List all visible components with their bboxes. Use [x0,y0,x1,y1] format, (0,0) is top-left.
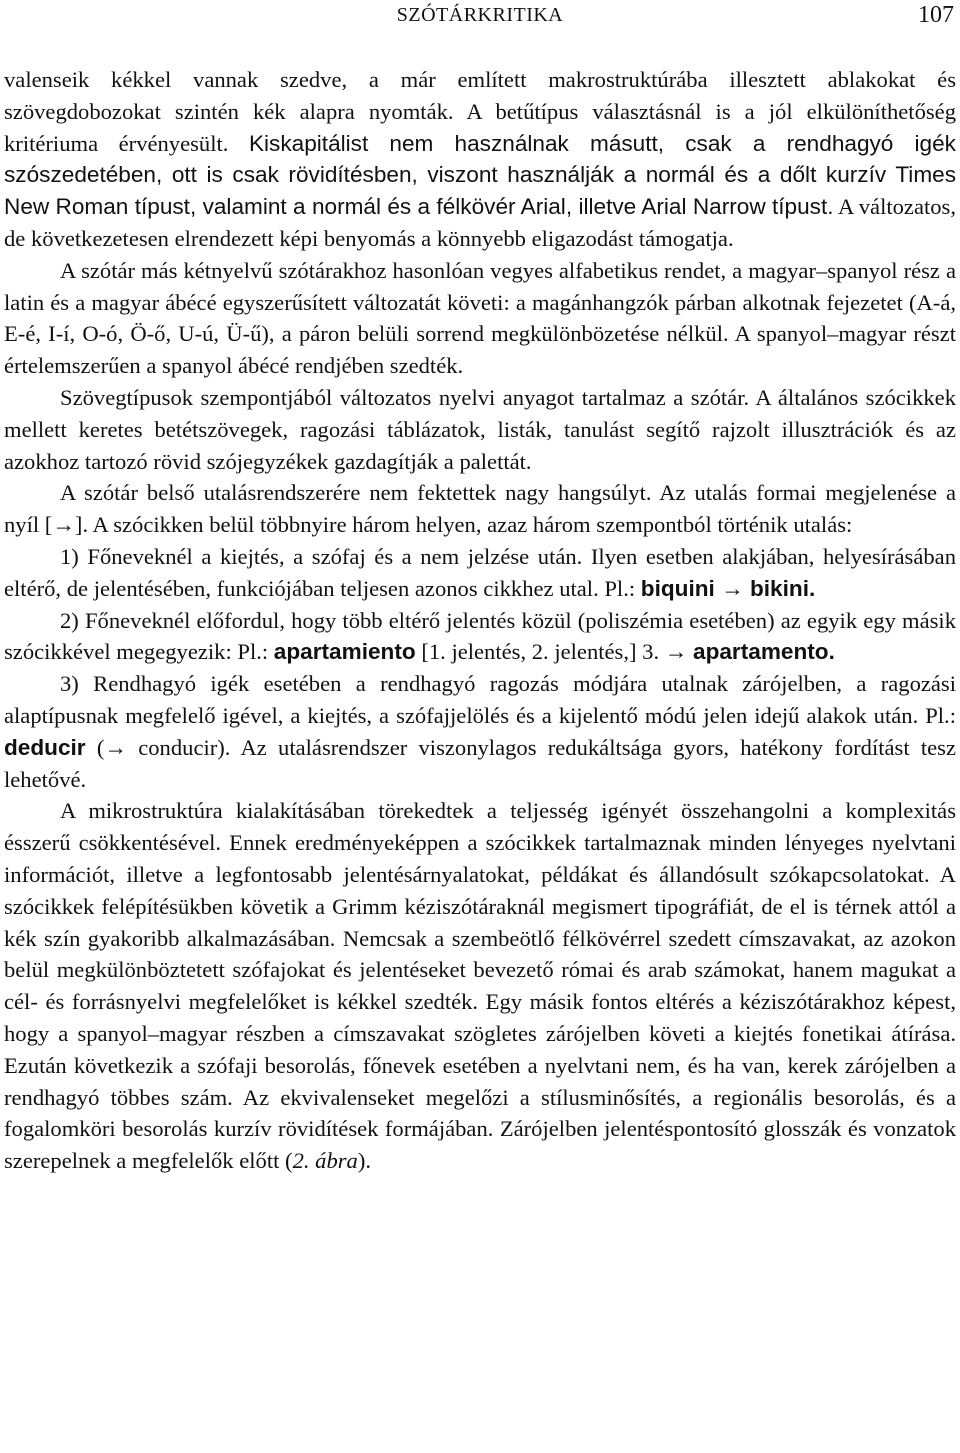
p8-text-a: A mikrostruktúra kialakításában törekedtek a teljesség igényét összehangolni a komplexitás ésszerű csökkentésével. Ennek eredményeképpen a szócikkek tartalmaznak minden lényeges nyelvtani információt, illetve a legfontosabb jelentésárnyalatokat, példákat és állandósult szókapcsolatokat. A szócikkek felépítésükben követik a Grimm kéziszótáraknál megismert tipográfiát, de el is térnek attól a kék szín gyakoribb alkalmazásában. Nemcsak a szembeötlő félkövérrel szedett címszavakat, az azokon belül megkülönböztetett szófajokat és jelentéseket bevezető római és arab számokat, hanem magukat a cél- és forrásnyelvi megfelelőket is kékkel szedték. Egy másik fontos eltérés a kéziszótárakhoz képest, hogy a spanyol–magyar részben a címszavakat szögletes zárójelben követi a kiejtés fonetikai átírása. Ezután következik a szófaji besorolás, főnevek esetében a nyelvtani nem, és ha van, kerek zárójelben a rendhagyó többes szám. Az ekvivalenseket megelőzi a stílusminősítés, a regionális besorolás, és a fogalomköri besorolás kurzív rövidítések formájában. Zárójelben jelentéspontosító glosszák és vonzatok szerepelnek a megfelelők előtt ( [4,798,956,1174]
example-headword-deducir: deducir [4,734,86,760]
running-head: SZÓTÁRKRITIKA [396,4,564,26]
p6-text-c: [1. jelentés, 2. jelentés,] 3. → [415,639,693,665]
p1-text-arial: Kiskapitálist nem használnak másutt, csak a rendhagyó igék szószedetében, ott is csak rövidítésben, viszont használják a normál és a dőlt kurzív Times New Roman típust, valamint a normál és a félkövér Arial, illetve Arial Narrow típust. [4,130,956,220]
figure-reference: 2. ábra [292,1148,358,1174]
p8-text-c: ). [357,1148,372,1174]
paragraph-3: Szövegtípusok szempontjából változatos nyelvi anyagot tartalmaz a szótár. A általános szócikkek mellett keretes betétszövegek, ragozási táblázatok, listák, tanulást segítő rajzolt illusztrációk és az azokhoz tartozó rövid szójegyzékek gazdagítják a palettát. [4,384,956,474]
p1-text-c: A változatos, de következetesen elrendezett képi benyomás a könnyebb eligazodást támogatja. [4,194,956,251]
p7-text-a: 3) Rendhagyó igék esetében a rendhagyó ragozás módjára utalnak zárójelben, a ragozási alaptípusnak megfelelő igével, a kiejtés, a szófajjelölés és a kijelentő módú jelen idejű alakok után. Pl.: [4,671,956,728]
body-text [4,64,956,1177]
page-header [0,0,960,34]
paragraph-2: A szótár más kétnyelvű szótárakhoz hasonlóan vegyes alfabetikus rendet, a magyar–spanyol rész a latin és a magyar ábécé egyszerűsített változatát követi: a magánhangzók párban alkotnak fejezetet (A-á, E-é, I-í, O-ó, Ö-ő, U-ú, Ü-ű), a páron belüli sorrend megkülönbözetése nélkül. A spanyol–magyar részt értelemszerűen a spanyol ábécé rendjében szedték. [4,257,956,379]
p1-text-a: valenseik kékkel vannak szedve, a már említett makrostruktúrába illesztett ablakokat és szövegdobozokat szintén kék alapra nyomták. A betűtípus választásnál is a jól elkülöníthetőség kritériuma érvényesült. [4,67,956,156]
page-number: 107 [918,2,954,28]
p6-text-a: 2) Főneveknél előfordul, hogy több eltérő jelentés közül (poliszémia esetében) az egyik egy másik szócikkével megegyezik: Pl.: [4,607,956,665]
p7-text-c: (→ conducir). Az utalásrendszer viszonylagos redukáltsága gyors, hatékony fordítást tesz lehetővé. [4,734,956,792]
example-headword-apartamento: apartamento. [693,639,835,665]
paragraph-4: A szótár belső utalásrendszerére nem fektettek nagy hangsúlyt. Az utalás formai megjelenése a nyíl [→]. A szócikken belül többnyire három helyen, azaz három szempontból történik utalás: [4,480,956,538]
paragraph-5 [4,541,956,605]
example-headword-apartamiento: apartamiento [273,639,416,665]
paragraph-6 [4,605,956,669]
paragraph-8 [4,795,956,1177]
p5-text: 1) Főneveknél a kiejtés, a szófaj és a nem jelzése után. Ilyen esetben alakjában, helyesírásában eltérő, de jelentésében, funkciójában teljesen azonos cikkhez utal. Pl.: [4,543,956,601]
paragraph-1 [4,64,956,255]
example-headword-biquini: biquini → bikini. [640,575,816,601]
paragraph-7 [4,668,956,795]
